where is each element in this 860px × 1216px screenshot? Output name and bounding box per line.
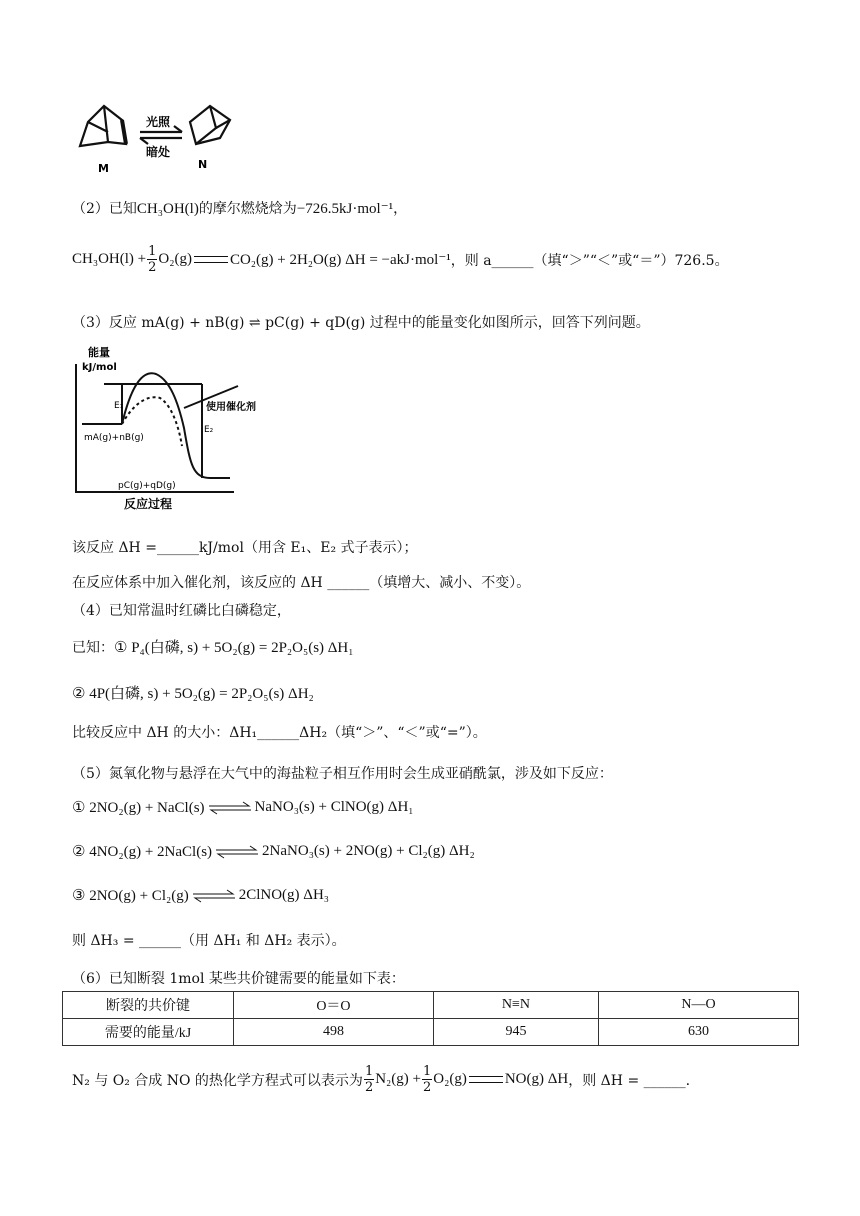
equals-arrow: [194, 256, 228, 263]
q4-compare: 比较反应中 ΔH 的大小：ΔH₁______ΔH₂（填“＞”、“＜”或“=”）。: [72, 725, 487, 741]
table-header-cell: 需要的能量/kJ: [63, 1019, 234, 1046]
table-row: [63, 1019, 799, 1046]
q4-intro: （4）已知常温时红磷比白磷稳定，: [72, 603, 291, 619]
q5-reaction-1: ① 2NO₂(g) + NaCl(s) NaNO₃(s) + ClNO(g) ΔH₁: [72, 799, 414, 816]
equals-arrow: [469, 1076, 503, 1083]
table-cell: 945: [433, 1019, 598, 1046]
q2-intro: （2）已知CH₃OH(l)的摩尔燃烧焓为−726.5kJ·mol⁻¹，: [72, 201, 408, 217]
q5-intro: （5）氮氧化物与悬浮在大气中的海盐粒子相互作用时会生成亚硝酰氯，涉及如下反应：: [72, 766, 613, 782]
reactants-label: mA(g)+nB(g): [84, 433, 144, 443]
table-cell: 630: [599, 1019, 799, 1046]
q6-final-equation: N₂ 与 O₂ 合成 NO 的热化学方程式可以表示为 $\frac{1}{2}$ N₂(g) + $\frac{1}{2}$ O₂(g) NO(g) ΔH ，则 ΔH = ______.: [72, 1064, 691, 1095]
reversible-arrow-icon: [214, 846, 260, 858]
table-cell: N≡N: [433, 992, 598, 1019]
energy-ylabel-2: kJ/mol: [82, 362, 117, 373]
e1-label: E₁: [114, 401, 124, 411]
q4-eq1-line: 已知：① P₄(白磷, s) + 5O₂(g) = 2P₂O₅(s) ΔH₁: [72, 640, 354, 656]
energy-diagram: [70, 342, 256, 514]
q2-equation: CH₃OH(l) + $\frac{1}{2}$ O₂(g) CO₂(g) + 2H₂O(g) ΔH = −akJ·mol⁻¹ ，则 a______（填“＞”“＜”或“＝”）726.5。: [72, 244, 729, 275]
table-cell: N—O: [599, 992, 799, 1019]
q3-line1: 该反应 ΔH =______kJ/mol（用含 E₁、E₂ 式子表示）；: [72, 540, 418, 556]
catalyst-label: 使用催化剂: [206, 402, 256, 413]
q4-eq2: ② 4P(白磷, s) + 5O₂(g) = 2P₂O₅(s) ΔH₂: [72, 686, 314, 702]
table-row: [63, 992, 799, 1019]
arrow-bottom-label: 暗处: [146, 145, 171, 159]
table-cell: 498: [234, 1019, 434, 1046]
q3-line2: 在反应体系中加入催化剂，该反应的 ΔH ______（填增大、减小、不变）。: [72, 575, 531, 591]
energy-ylabel-1: 能量: [88, 346, 110, 359]
bond-energy-table: [62, 991, 799, 1046]
label-n: N: [198, 158, 208, 171]
reversible-arrow-icon: [191, 890, 237, 902]
energy-xlabel: 反应过程: [124, 497, 173, 511]
q5-reaction-2: ② 4NO₂(g) + 2NaCl(s) 2NaNO₃(s) + 2NO(g) + Cl₂(g) ΔH₂: [72, 843, 475, 860]
table-header-cell: 断裂的共价键: [63, 992, 234, 1019]
label-m: M: [98, 162, 109, 175]
q6-intro: （6）已知断裂 1mol 某些共价键需要的能量如下表：: [72, 971, 405, 987]
products-label: pC(g)+qD(g): [118, 481, 176, 491]
q5-ask: 则 ΔH₃ = ______（用 ΔH₁ 和 ΔH₂ 表示）。: [72, 933, 346, 949]
photo-isomerization-figure: [70, 98, 250, 178]
fraction-half: $\frac{1}{2}$: [148, 244, 157, 275]
q3-intro: （3）反应 mA(g) + nB(g) ⇌ pC(g) + qD(g) 过程中的能量变化如图所示，回答下列问题。: [72, 315, 650, 331]
e2-label: E₂: [204, 425, 214, 435]
table-cell: O＝O: [234, 992, 434, 1019]
reversible-arrow-icon: [207, 802, 253, 814]
q5-reaction-3: ③ 2NO(g) + Cl₂(g) 2ClNO(g) ΔH₃: [72, 887, 330, 904]
arrow-top-label: 光照: [146, 115, 171, 129]
